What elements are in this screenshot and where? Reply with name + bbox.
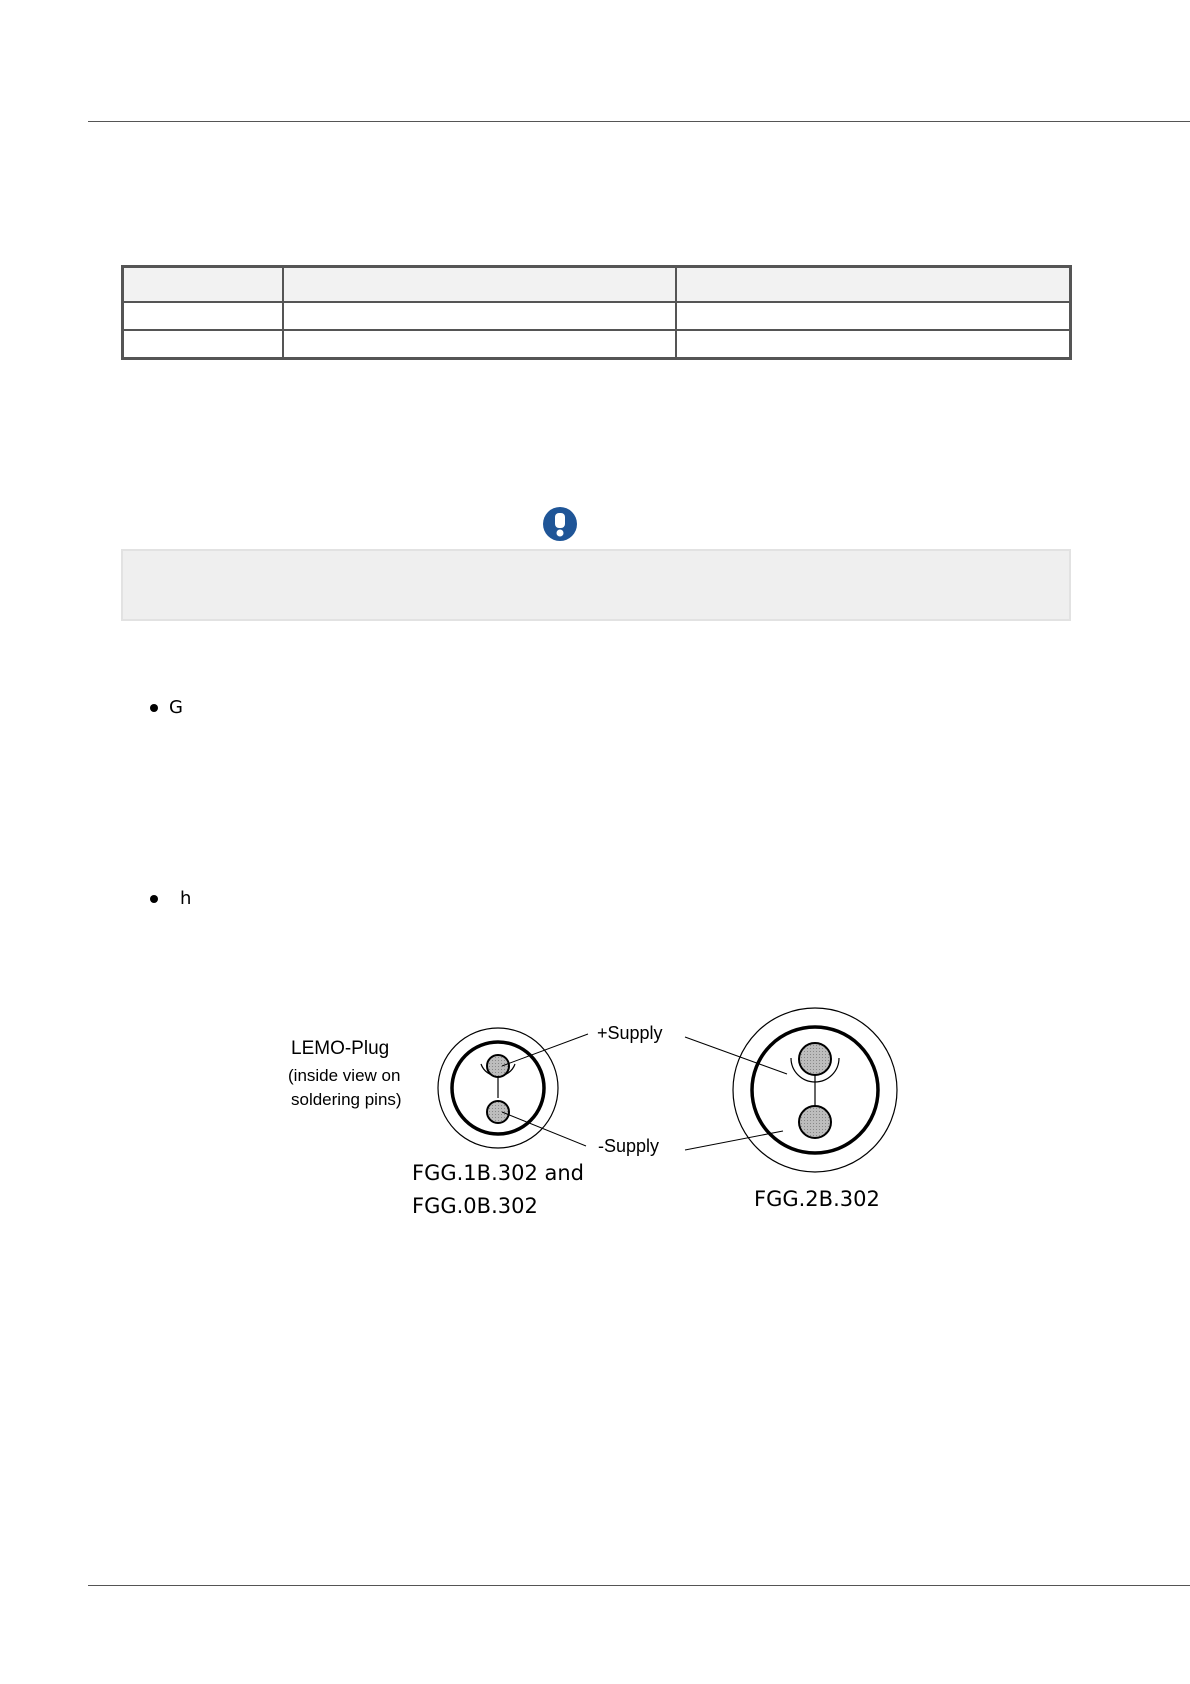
table-cell [123,302,283,330]
table-header-row [123,267,1071,303]
table-cell [283,302,676,330]
minus-pin [487,1101,509,1123]
table-cell [283,330,676,359]
exclamation-icon [542,506,578,542]
plus-pin [487,1055,509,1077]
footer-rule [88,1585,1190,1586]
right-caption: FGG.2B.302 [754,1187,880,1211]
list-item-text: h [180,888,192,909]
table-header-cell [676,267,1071,303]
minus-supply-label: -Supply [598,1136,660,1156]
table-header-cell [283,267,676,303]
connector-small [438,1028,558,1148]
bullet-dot [150,895,158,903]
spec-table [121,265,1072,360]
table-row [123,302,1071,330]
table-header-cell [123,267,283,303]
plus-supply-label: +Supply [597,1023,663,1043]
header-rule [88,121,1190,122]
plug-note-line2: soldering pins) [291,1090,402,1109]
minus-leader-right [685,1131,783,1150]
table-cell [676,330,1071,359]
table-cell [676,302,1071,330]
bullet-dot [150,704,158,712]
plus-leader-left [502,1034,588,1066]
plug-title: LEMO-Plug [291,1038,390,1059]
minus-pin [799,1106,831,1138]
plus-pin [799,1043,831,1075]
plug-note-line1: (inside view on [288,1066,401,1085]
list-item-text: G [169,697,183,718]
table-cell [123,330,283,359]
minus-leader-left [502,1112,586,1146]
connector-large [733,1008,897,1172]
left-caption-line1: FGG.1B.302 and [412,1161,585,1185]
notice-box [121,549,1071,621]
lemo-plug-diagram [270,1000,910,1230]
table-row [123,330,1071,359]
left-caption-line2: FGG.0B.302 [412,1194,538,1218]
